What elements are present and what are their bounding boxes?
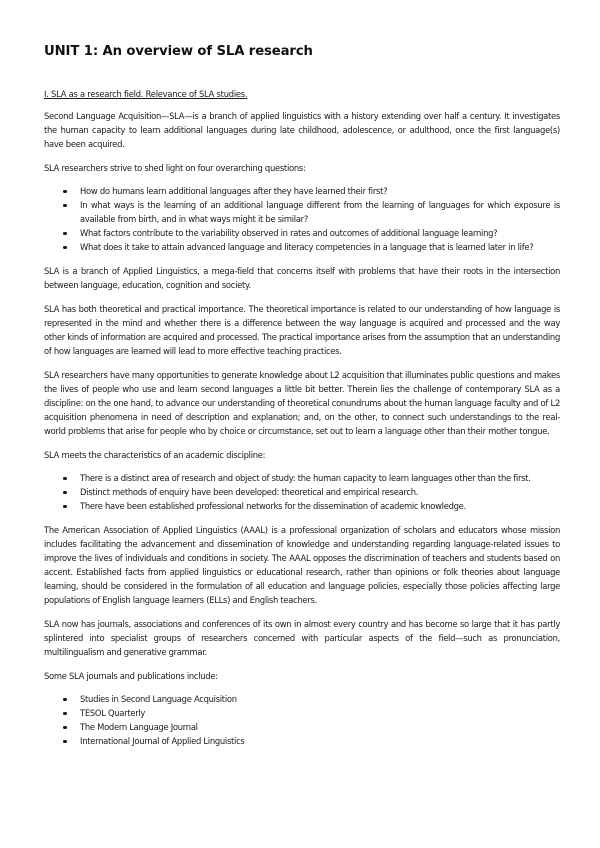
questions-lead-paragraph: SLA researchers strive to shed light on four overarching questions: — [44, 163, 306, 173]
document-title: UNIT 1: An overview of SLA research — [44, 44, 313, 59]
discipline-lead-paragraph: SLA meets the characteristics of an academic discipline: — [44, 450, 266, 460]
list-item: How do humans learn additional languages after they have learned their first? — [80, 184, 560, 198]
branch-paragraph: SLA is a branch of Applied Linguistics, a mega-field that concerns itself with problems that have their roots in the intersection between language, education, cognition and society. — [44, 266, 560, 290]
list-item: What factors contribute to the variability observed in rates and outcomes of additional language learning? — [80, 226, 560, 240]
list-item: What does it take to attain advanced language and literacy competencies in a language that is learned later in life? — [80, 240, 560, 254]
document-page — [44, 44, 560, 748]
importance-paragraph: SLA has both theoretical and practical importance. The theoretical importance is related to our understanding of how language is represented in the mind and whether there is a difference between the way language is acquired and processed and the way other kinds of information are acquired and processed. The practical importance arises from the assumption that an understanding of how languages are learned will lead to more effective teaching practices. — [44, 304, 560, 356]
list-item: There have been established professional networks for the dissemination of academic knowledge. — [80, 499, 560, 513]
questions-list — [44, 184, 560, 254]
list-item: Distinct methods of enquiry have been developed: theoretical and empirical research. — [80, 485, 560, 499]
section-heading: I. SLA as a research field. Relevance of SLA studies. — [44, 89, 248, 99]
list-item: The Modern Language Journal — [80, 720, 560, 734]
journals-intro-paragraph: SLA now has journals, associations and conferences of its own in almost every country and has become so large that it has partly splintered into specialist groups of researchers concerned with particular aspects of the field—such as pronunciation, multilingualism and generative grammar. — [44, 619, 560, 657]
journals-list — [44, 692, 560, 748]
intro-paragraph: Second Language Acquisition—SLA—is a branch of applied linguistics with a history extending over half a century. It investigates the human capacity to learn additional languages during late childhood, adolescence, or adulthood, once the first language(s) have been acquired. — [44, 111, 560, 149]
journals-lead-paragraph: Some SLA journals and publications include: — [44, 671, 218, 681]
opportunities-paragraph: SLA researchers have many opportunities to generate knowledge about L2 acquisition that illuminates public questions and makes the lives of people who use and learn second languages a little bit better. Therein lies the challenge of contemporary SLA as a discipline: on the one hand, to advance our understanding of theoretical conundrums about the human language faculty and of L2 acquisition phenomena in need of description and explanation; and, on the other, to connect such understandings to the real-world problems that arise for people who by choice or circumstance, set out to learn a language other than their mother tongue. — [44, 370, 560, 436]
discipline-characteristics-list — [44, 471, 560, 513]
list-item: International Journal of Applied Linguistics — [80, 734, 560, 748]
list-item: There is a distinct area of research and object of study: the human capacity to learn languages other than the first. — [80, 471, 560, 485]
list-item: TESOL Quarterly — [80, 706, 560, 720]
list-item: In what ways is the learning of an additional language different from the learning of languages for which exposure is available from birth, and in what ways might it be similar? — [80, 200, 560, 224]
list-item: Studies in Second Language Acquisition — [80, 692, 560, 706]
aaal-paragraph: The American Association of Applied Linguistics (AAAL) is a professional organization of scholars and educators whose mission includes facilitating the advancement and dissemination of knowledge and understanding regarding language-related issues to improve the lives of individuals and conditions in society. The AAAL opposes the discrimination of teachers and students based on accent. Established facts from applied linguistics or educational research, rather than opinions or folk theories about language learning, should be considered in the formulation of all education and language policies, especially those policies affecting large populations of English language learners (ELLs) and English teachers. — [44, 525, 560, 605]
